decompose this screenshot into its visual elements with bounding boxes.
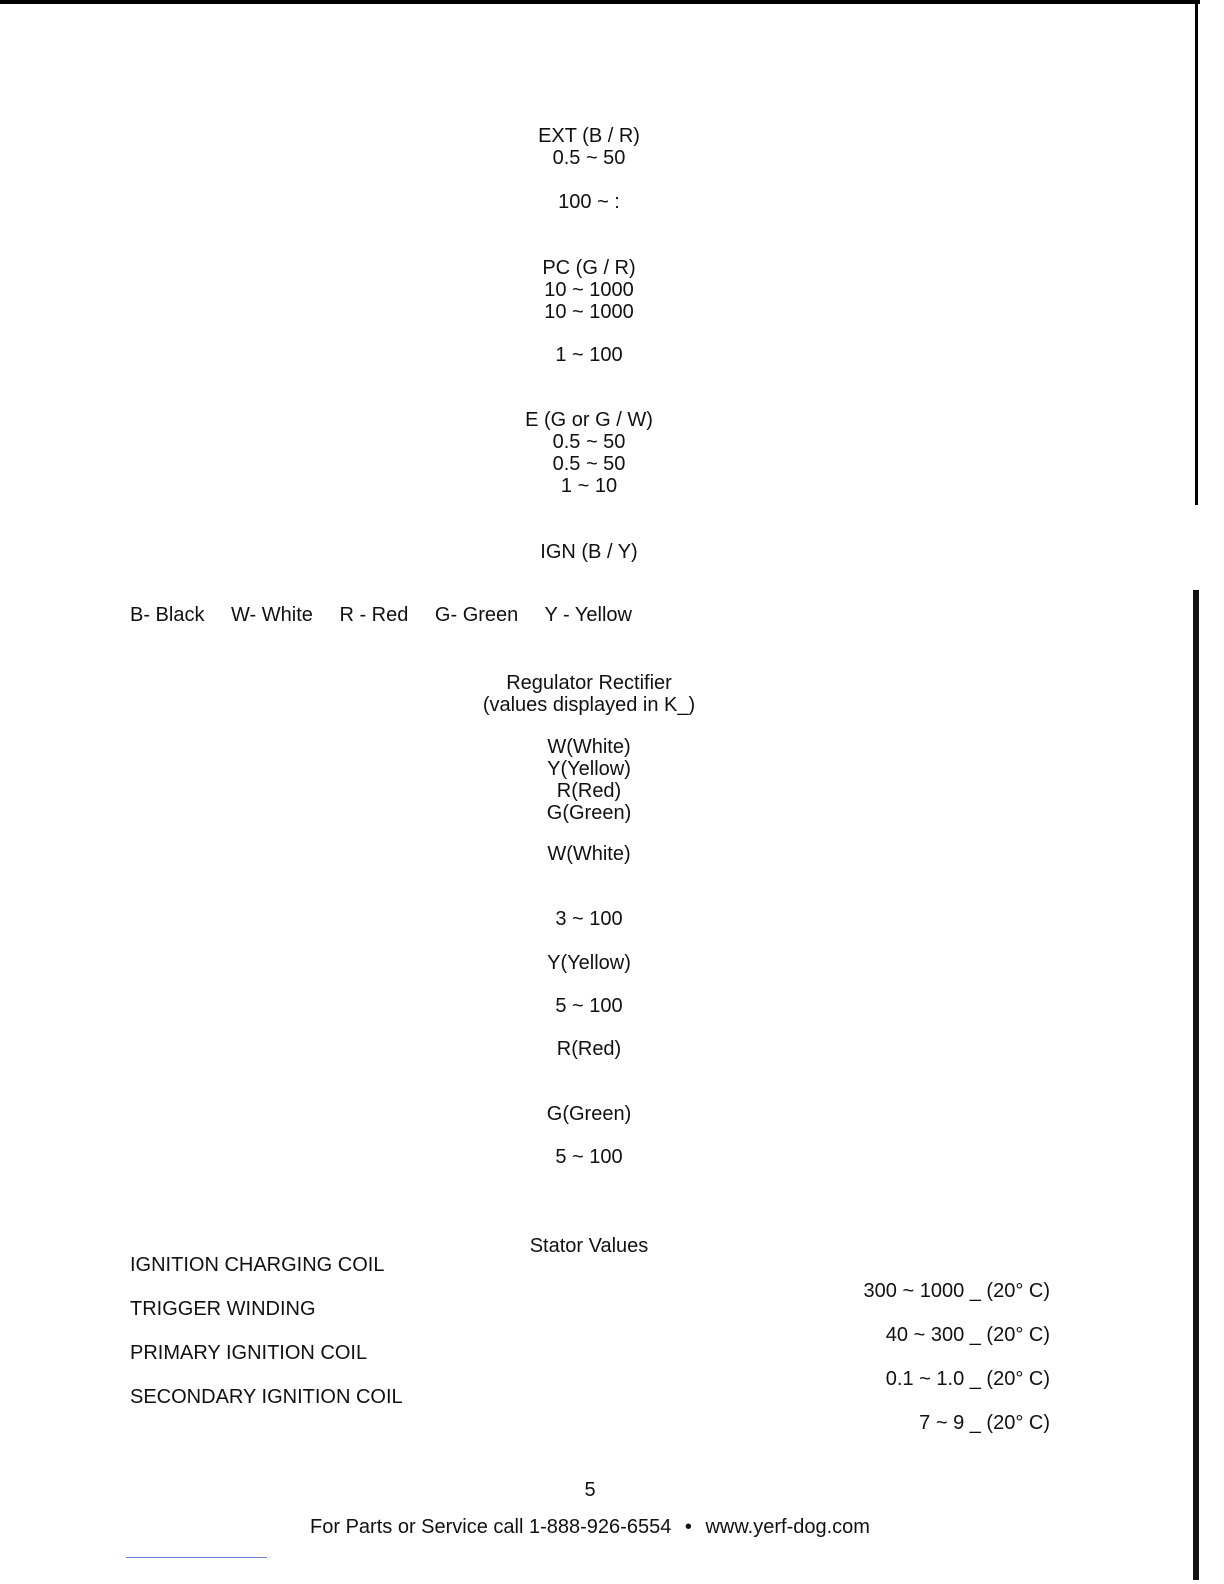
pc-title: PC (G / R): [542, 257, 636, 279]
ign-title: IGN (B / Y): [540, 541, 638, 563]
e-block: [389, 409, 789, 497]
footer-service: For Parts or Service call 1-888-926-6554: [310, 1516, 672, 1538]
legend-yellow: Y - Yellow: [544, 604, 632, 626]
regulator-subtitle: (values displayed in K_): [482, 694, 696, 716]
e-title: E (G or G / W): [525, 409, 653, 431]
scan-edge-upper: [1195, 0, 1198, 505]
e-value-2: 0.5 ~ 50: [552, 453, 626, 475]
stator-label-secondary-ignition: SECONDARY IGNITION COIL: [130, 1386, 403, 1408]
legend-black: B- Black: [130, 604, 205, 626]
ext-value-1: 0.5 ~ 50: [552, 147, 626, 169]
regulator-col-yellow: Y(Yellow): [547, 758, 631, 780]
regulator-col-white: W(White): [547, 736, 631, 758]
ext-title: EXT (B / R): [538, 125, 640, 147]
color-legend: [130, 604, 632, 626]
regulator-val-white-block: [389, 908, 789, 930]
stator-label-trigger-winding: TRIGGER WINDING: [130, 1298, 316, 1320]
regulator-val-green: 5 ~ 100: [555, 1146, 623, 1168]
pc-value-3-block: [389, 344, 789, 366]
stator-label-ignition-charging: IGNITION CHARGING COIL: [130, 1254, 385, 1276]
e-value-3: 1 ~ 10: [560, 475, 618, 497]
stator-value-primary-ignition: 0.1 ~ 1.0 _ (20° C): [885, 1368, 1050, 1390]
legend-red: R - Red: [339, 604, 409, 626]
regulator-row-green-block: [389, 1103, 789, 1125]
regulator-columns: [389, 736, 789, 824]
legend-green: G- Green: [434, 604, 519, 626]
regulator-row-white-block: [389, 843, 789, 865]
pc-value-3: 1 ~ 100: [555, 344, 623, 366]
regulator-row-red: R(Red): [556, 1038, 622, 1060]
footer-website: www.yerf-dog.com: [705, 1516, 870, 1538]
stator-value-ignition-charging: 300 ~ 1000 _ (20° C): [863, 1280, 1050, 1302]
legend-white: W- White: [231, 604, 313, 626]
footer: [200, 1516, 980, 1539]
stator-value-secondary-ignition: 7 ~ 9 _ (20° C): [919, 1412, 1050, 1434]
regulator-row-yellow-block: [389, 952, 789, 974]
ign-block: [389, 541, 789, 563]
regulator-col-red: R(Red): [556, 780, 622, 802]
regulator-row-green: G(Green): [546, 1103, 632, 1125]
regulator-val-yellow: 5 ~ 100: [555, 995, 623, 1017]
ext-block: [389, 125, 789, 169]
regulator-row-yellow: Y(Yellow): [547, 952, 631, 974]
ext-value-2: 100 ~ :: [558, 191, 620, 213]
e-value-1: 0.5 ~ 50: [552, 431, 626, 453]
regulator-title: Regulator Rectifier: [506, 672, 672, 694]
regulator-row-red-block: [389, 1038, 789, 1060]
scan-edge-lower: [1193, 590, 1199, 1580]
regulator-val-white: 3 ~ 100: [555, 908, 623, 930]
stator-heading: [389, 1235, 789, 1257]
pc-value-1: 10 ~ 1000: [544, 279, 634, 301]
top-border: [0, 0, 1200, 4]
footer-separator: •: [684, 1516, 692, 1538]
regulator-row-white: W(White): [547, 843, 631, 865]
stator-label-primary-ignition: PRIMARY IGNITION COIL: [130, 1342, 368, 1364]
pc-value-2: 10 ~ 1000: [544, 301, 634, 323]
regulator-val-yellow-block: [389, 995, 789, 1017]
stator-title: Stator Values: [529, 1235, 649, 1257]
footer-rule: [126, 1557, 267, 1558]
regulator-col-green: G(Green): [546, 802, 632, 824]
regulator-heading: [389, 672, 789, 716]
page-number: 5: [584, 1479, 596, 1501]
regulator-val-green-block: [389, 1146, 789, 1168]
stator-value-trigger-winding: 40 ~ 300 _ (20° C): [885, 1324, 1050, 1346]
pc-block: [389, 257, 789, 323]
ext-value-2-block: [389, 191, 789, 213]
